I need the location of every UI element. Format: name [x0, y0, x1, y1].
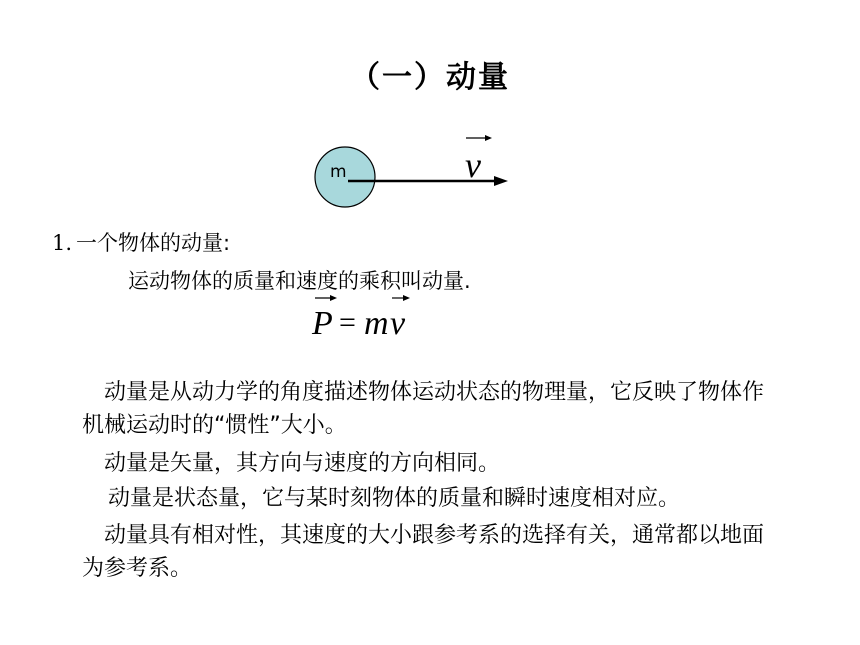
formula-p: P — [312, 305, 333, 342]
formula-p-vector-head — [330, 295, 337, 301]
paragraph-inertia: 动量是从动力学的角度描述物体运动状态的物理量，它反映了物体作机械运动时的“惯性”大小。 — [82, 380, 765, 438]
formula-v-vector-head — [403, 295, 410, 301]
paragraph-relativity: 动量具有相对性，其速度的大小跟参考系的选择有关，通常都以地面为参考系。 — [82, 523, 765, 581]
paragraph-state: 动量是状态量，它与某时刻物体的质量和瞬时速度相对应。 — [108, 486, 681, 511]
formula-equals: = — [339, 306, 356, 339]
formula-m: m — [364, 305, 389, 342]
momentum-diagram — [300, 120, 540, 220]
velocity-symbol: v — [465, 145, 481, 185]
momentum-formula — [306, 292, 426, 342]
momentum-definition: 运动物体的质量和速度的乘积叫动量. — [128, 269, 471, 293]
section-heading — [52, 228, 230, 258]
paragraph-vector: 动量是矢量，其方向与速度的方向相同。 — [104, 451, 501, 476]
section-heading-text: 一个物体的动量: — [76, 231, 231, 255]
velocity-vector-bar-head — [485, 135, 492, 141]
mass-label: m — [330, 162, 347, 182]
slide-title: （一）动量 — [350, 60, 510, 95]
formula-v: v — [390, 305, 406, 342]
velocity-arrow-head — [494, 176, 508, 186]
section-number: 1. — [52, 231, 73, 255]
